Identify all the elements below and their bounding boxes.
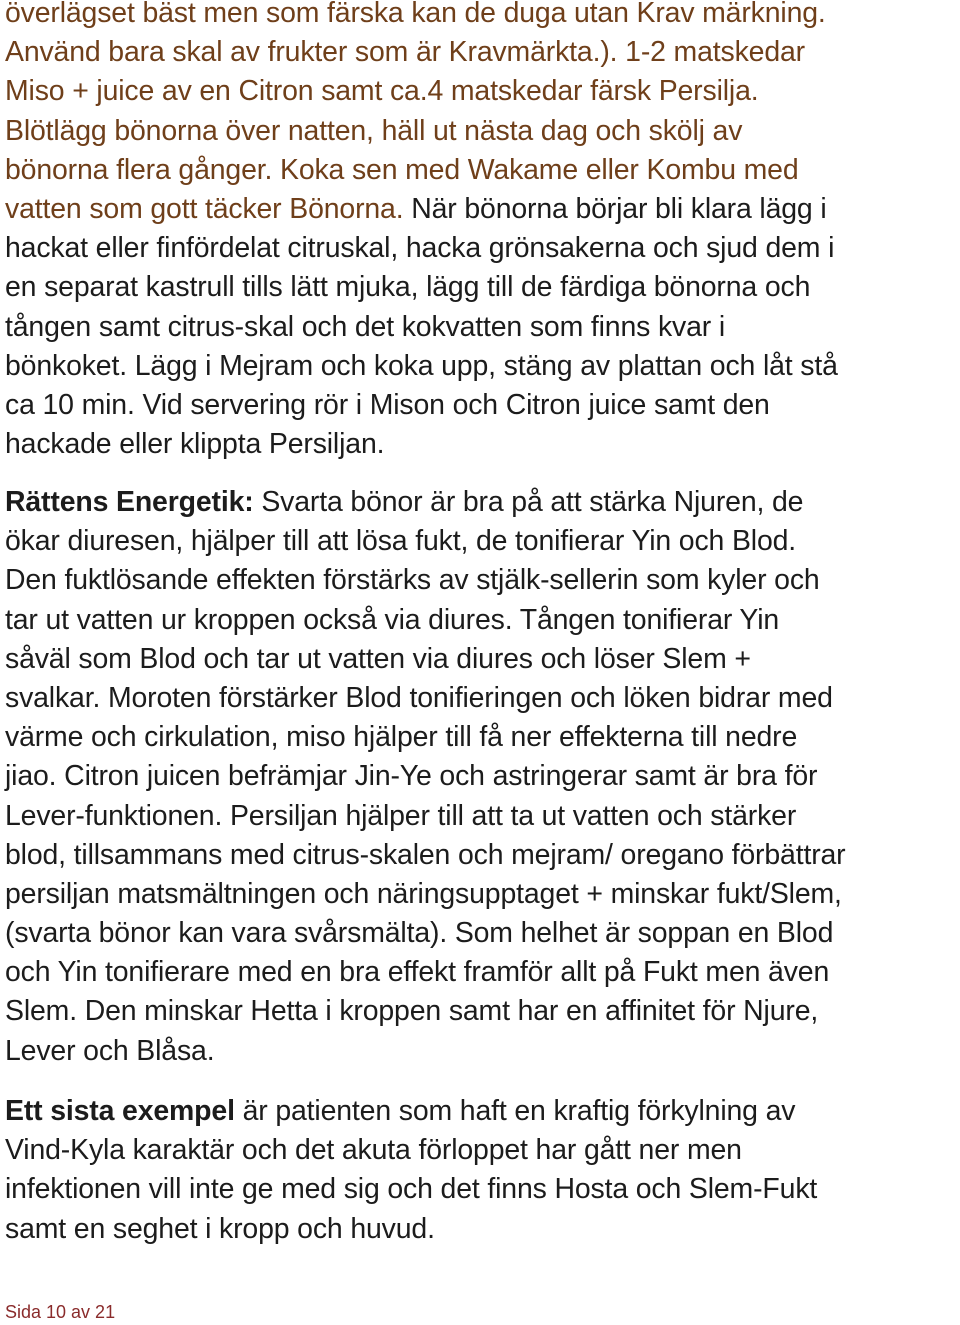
text-line: Slem. Den minskar Hetta i kroppen samt har en affinitet för Njure, <box>5 995 819 1028</box>
text-line: jiao. Citron juicen befrämjar Jin-Ye och astringerar samt är bra för <box>5 760 818 793</box>
section-heading: Rättens Energetik: <box>5 486 254 518</box>
text-line: tången samt citrus-skal och det kokvatten som finns kvar i <box>5 310 726 343</box>
text-line: infektionen vill inte ge med sig och det finns Hosta och Slem-Fukt <box>5 1173 818 1206</box>
text-line: värme och cirkulation, miso hjälper till få ner effekterna till nedre <box>5 721 798 754</box>
recipe-paragraph <box>5 0 960 464</box>
text-line: Miso + juice av en Citron samt ca.4 matskedar färsk Persilja. <box>5 75 759 108</box>
text-line: persiljan matsmältningen och näringsupptaget + minskar fukt/Slem, <box>5 877 842 910</box>
text-line: blod, tillsammans med citrus-skalen och mejram/ oregano förbättrar <box>5 838 846 871</box>
text-line: Lever och Blåsa. <box>5 1034 215 1067</box>
text-line: ca 10 min. Vid servering rör i Mison och Citron juice samt den <box>5 388 770 421</box>
text-line-part: När bönorna börjar bli klara lägg i <box>403 192 827 225</box>
text-line <box>5 1092 958 1131</box>
text-line: en separat kastrull tills lätt mjuka, lägg till de färdiga bönorna och <box>5 271 811 304</box>
text-line: Vind-Kyla karaktär och det akuta förloppet har gått ner men <box>5 1134 742 1167</box>
text-line: ökar diuresen, hjälper till att lösa fukt, de tonifierar Yin och Blod. <box>5 525 797 558</box>
text-line: hackade eller klippta Persiljan. <box>5 428 385 461</box>
text-line-part: vatten som gott täcker Bönorna. <box>5 192 404 225</box>
text-line: hackat eller finfördelat citruskal, hacka grönsakerna och sjud dem i <box>5 232 835 265</box>
text-line: Blötlägg bönorna över natten, häll ut nästa dag och skölj av <box>5 114 743 147</box>
text-line-part: är patienten som haft en kraftig förkylning av <box>234 1095 796 1127</box>
energetik-paragraph <box>5 483 960 1071</box>
text-line <box>5 190 958 229</box>
text-line: och Yin tonifierare med en bra effekt framför allt på Fukt men även <box>5 956 830 989</box>
text-line: (svarta bönor kan vara svårsmälta). Som helhet är soppan en Blod <box>5 917 834 950</box>
text-line: samt en seghet i kropp och huvud. <box>5 1212 435 1245</box>
text-line-part: Svarta bönor är bra på att stärka Njuren, de <box>253 486 804 518</box>
text-line: bönkoket. Lägg i Mejram och koka upp, stäng av plattan och låt stå <box>5 349 838 382</box>
text-line: svalkar. Moroten förstärker Blod tonifieringen och löken bidrar med <box>5 681 833 714</box>
page-number: Sida 10 av 21 <box>5 1302 116 1322</box>
text-line: överlägset bäst men som färska kan de duga utan Krav märkning. <box>5 0 826 29</box>
example-paragraph <box>5 1092 960 1249</box>
text-line: Lever-funktionen. Persiljan hjälper till att ta ut vatten och stärker <box>5 799 797 832</box>
text-line: Den fuktlösande effekten förstärks av stjälk-sellerin som kyler och <box>5 564 820 597</box>
section-heading: Ett sista exempel <box>5 1095 235 1127</box>
text-line <box>5 483 958 522</box>
text-line: bönorna flera gånger. Koka sen med Wakame eller Kombu med <box>5 153 799 186</box>
text-line: Använd bara skal av frukter som är Kravmärkta.). 1-2 matskedar <box>5 36 805 69</box>
text-line: såväl som Blod och tar ut vatten via diures och löser Slem + <box>5 642 751 675</box>
text-line: tar ut vatten ur kroppen också via diures. Tången tonifierar Yin <box>5 603 780 636</box>
